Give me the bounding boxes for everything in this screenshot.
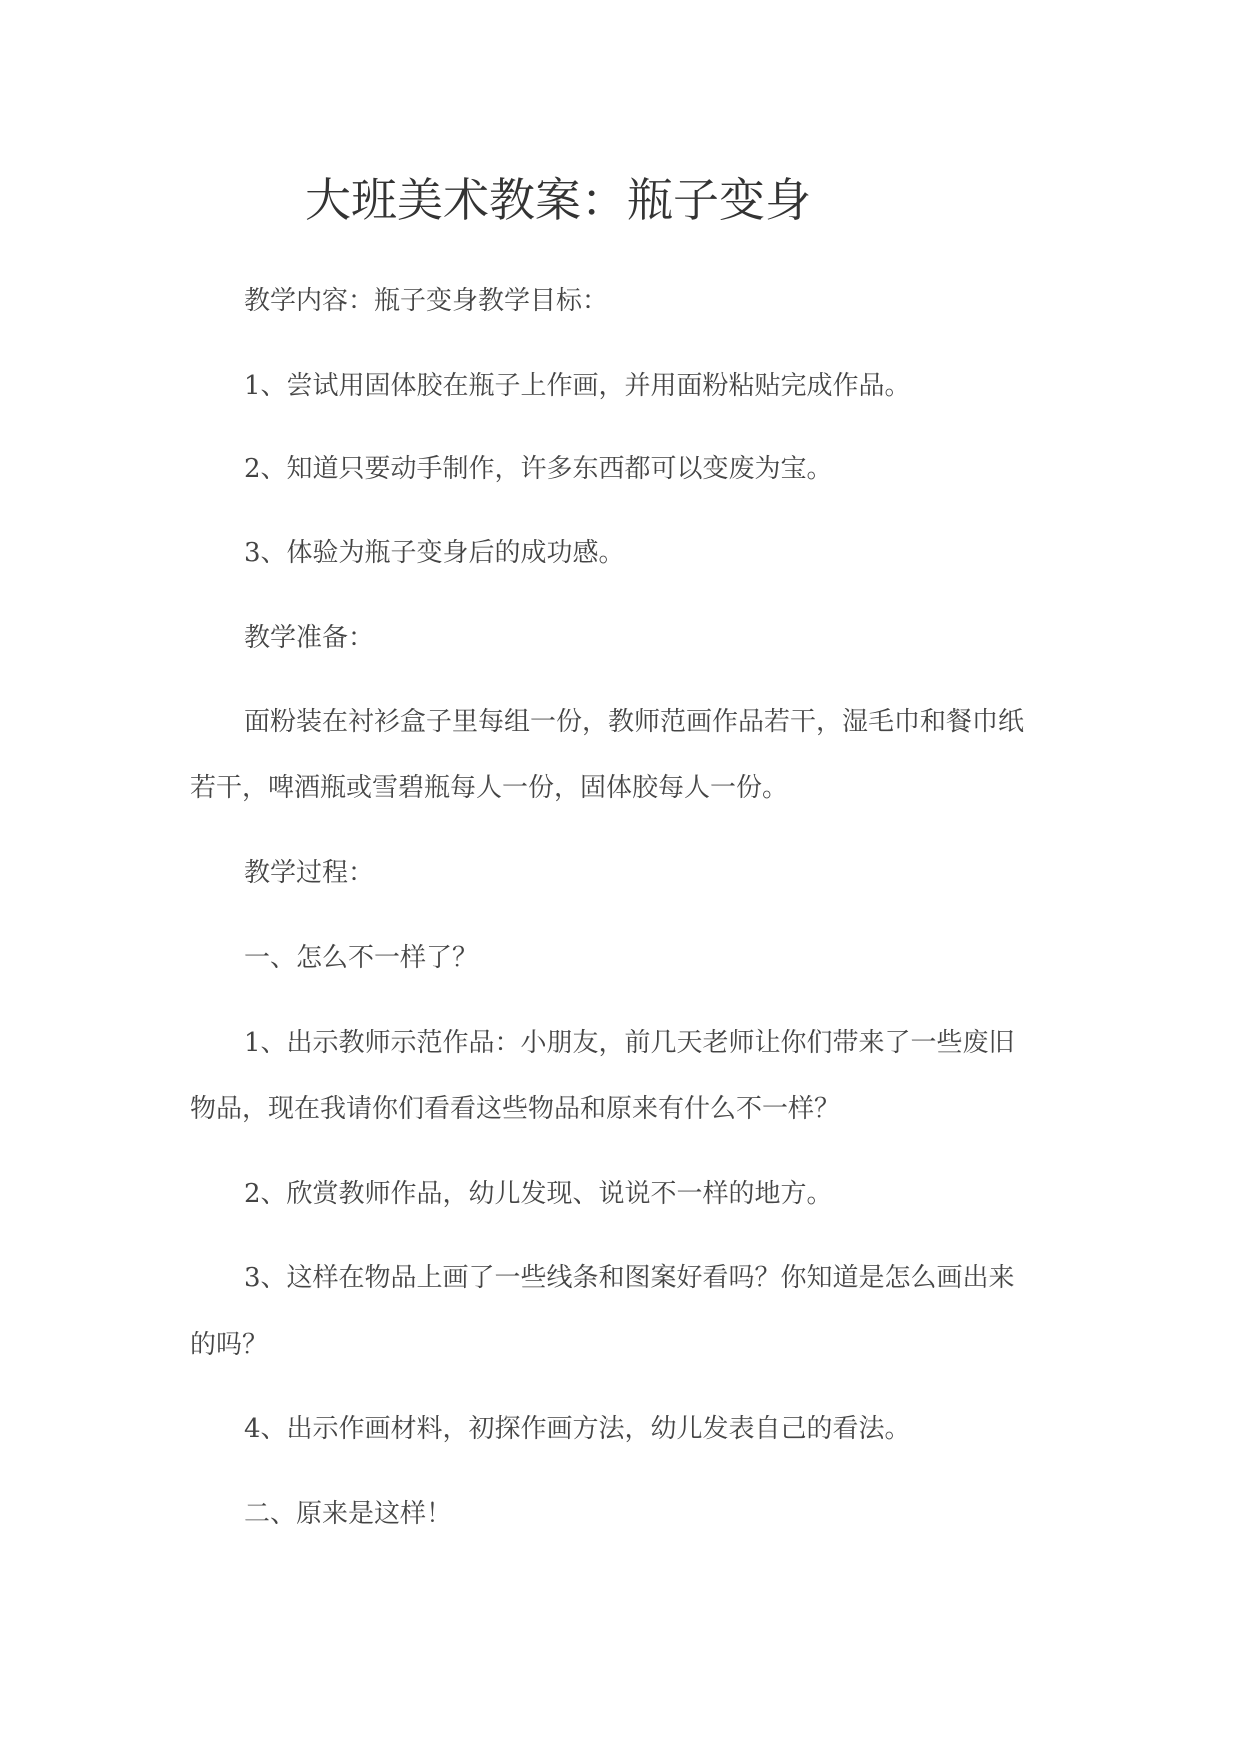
- paragraph-step-3-line-1: 3、这样在物品上画了一些线条和图案好看吗？你知道是怎么画出来: [244, 1263, 1015, 1293]
- paragraph-goal-2: 2、知道只要动手制作，许多东西都可以变废为宝。: [244, 454, 833, 484]
- paragraph-step-3-line-2: 的吗？: [190, 1330, 269, 1360]
- paragraph-preparation-line-2: 若干，啤酒瓶或雪碧瓶每人一份，固体胶每人一份。: [190, 773, 789, 803]
- paragraph-step-1-line-2: 物品，现在我请你们看看这些物品和原来有什么不一样？: [190, 1094, 841, 1124]
- document-title: 大班美术教案：瓶子变身: [305, 173, 811, 227]
- paragraph-goal-1: 1、尝试用固体胶在瓶子上作画，并用面粉粘贴完成作品。: [244, 371, 911, 401]
- paragraph-step-1-line-1: 1、出示教师示范作品：小朋友，前几天老师让你们带来了一些废旧: [244, 1028, 1015, 1058]
- paragraph-section-1-heading: 一、怎么不一样了？: [244, 943, 479, 973]
- paragraph-goal-3: 3、体验为瓶子变身后的成功感。: [244, 538, 625, 568]
- paragraph-teaching-content: 教学内容：瓶子变身教学目标：: [244, 286, 609, 316]
- paragraph-step-2: 2、欣赏教师作品，幼儿发现、说说不一样的地方。: [244, 1179, 833, 1209]
- paragraph-preparation-line-1: 面粉装在衬衫盒子里每组一份，教师范画作品若干，湿毛巾和餐巾纸: [244, 707, 1025, 737]
- paragraph-step-4: 4、出示作画材料，初探作画方法，幼儿发表自己的看法。: [244, 1414, 911, 1444]
- paragraph-preparation-heading: 教学准备：: [244, 623, 375, 653]
- paragraph-process-heading: 教学过程：: [244, 858, 375, 888]
- paragraph-section-2-heading: 二、原来是这样！: [244, 1499, 453, 1529]
